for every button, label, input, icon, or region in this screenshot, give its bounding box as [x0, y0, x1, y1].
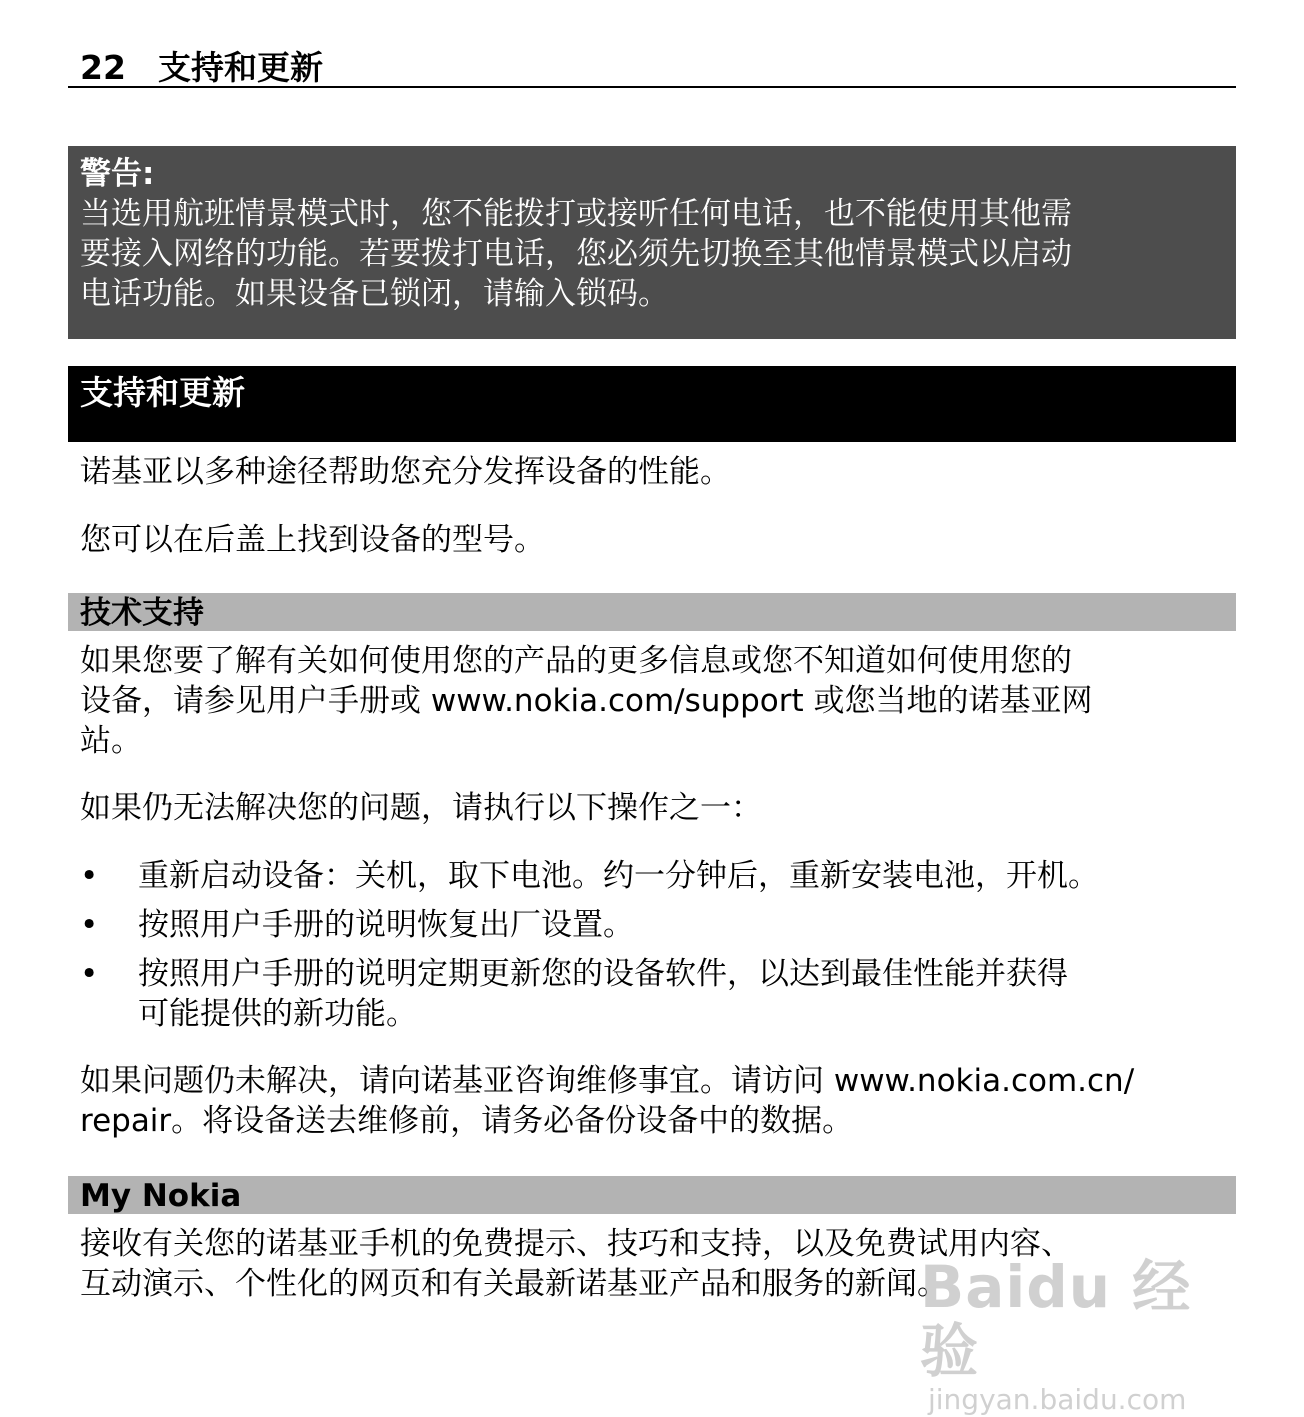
text-line: 如果问题仍未解决，请向诺基亚咨询维修事宜。请访问 www.nokia.com.cn/	[80, 1063, 1135, 1099]
warning-line: 电话功能。如果设备已锁闭，请输入锁码。	[80, 276, 669, 312]
page-number: 22	[80, 48, 126, 87]
section-title: 支持和更新	[80, 373, 245, 412]
warning-line: 当选用航班情景模式时，您不能拨打或接听任何电话，也不能使用其他需	[80, 196, 1072, 232]
text-line: 设备，请参见用户手册或 www.nokia.com/support 或您当地的诺基亚网	[80, 683, 1093, 719]
list-item-text: 重新启动设备：关机，取下电池。约一分钟后，重新安装电池，开机。	[138, 858, 1099, 894]
warning-title: 警告:	[80, 156, 155, 192]
section-heading-bar	[68, 366, 1236, 442]
steps-list	[80, 856, 1230, 1043]
bullet-icon: •	[80, 858, 99, 894]
list-item-text: 可能提供的新功能。	[138, 996, 417, 1032]
bullet-icon: •	[80, 956, 99, 992]
watermark-url: jingyan.baidu.com	[928, 1383, 1187, 1416]
warning-box	[68, 146, 1236, 339]
subsection-bar-my-nokia	[68, 1176, 1236, 1214]
steps-intro-paragraph: 如果仍无法解决您的问题，请执行以下操作之一：	[80, 790, 762, 826]
support-paragraph	[80, 641, 1230, 761]
watermark-logo: Baidu 经验	[920, 1253, 1192, 1385]
text-line: 接收有关您的诺基亚手机的免费提示、技巧和支持，以及免费试用内容、	[80, 1226, 1072, 1262]
running-header-title: 支持和更新	[158, 48, 323, 87]
page-header	[68, 44, 1236, 88]
subsection-title: 技术支持	[80, 595, 204, 631]
subsection-bar-tech-support	[68, 593, 1236, 631]
list-item	[80, 856, 1230, 896]
list-item-text: 按照用户手册的说明恢复出厂设置。	[138, 907, 634, 943]
subsection-title: My Nokia	[80, 1178, 242, 1214]
baidu-watermark	[920, 1253, 1230, 1416]
intro-paragraph: 诺基亚以多种途径帮助您充分发挥设备的性能。	[80, 454, 731, 490]
list-item	[80, 905, 1230, 945]
text-line: 互动演示、个性化的网页和有关最新诺基亚产品和服务的新闻。	[80, 1266, 948, 1302]
repair-paragraph	[80, 1061, 1230, 1141]
text-line: 站。	[80, 723, 142, 759]
warning-line: 要接入网络的功能。若要拨打电话，您必须先切换至其他情景模式以启动	[80, 236, 1072, 272]
bullet-icon: •	[80, 907, 99, 943]
list-item-text: 按照用户手册的说明定期更新您的设备软件，以达到最佳性能并获得	[138, 956, 1068, 992]
text-line: repair。将设备送去维修前，请务必备份设备中的数据。	[80, 1103, 854, 1139]
list-item	[80, 954, 1230, 1034]
model-paragraph: 您可以在后盖上找到设备的型号。	[80, 522, 545, 558]
text-line: 如果您要了解有关如何使用您的产品的更多信息或您不知道如何使用您的	[80, 643, 1072, 679]
